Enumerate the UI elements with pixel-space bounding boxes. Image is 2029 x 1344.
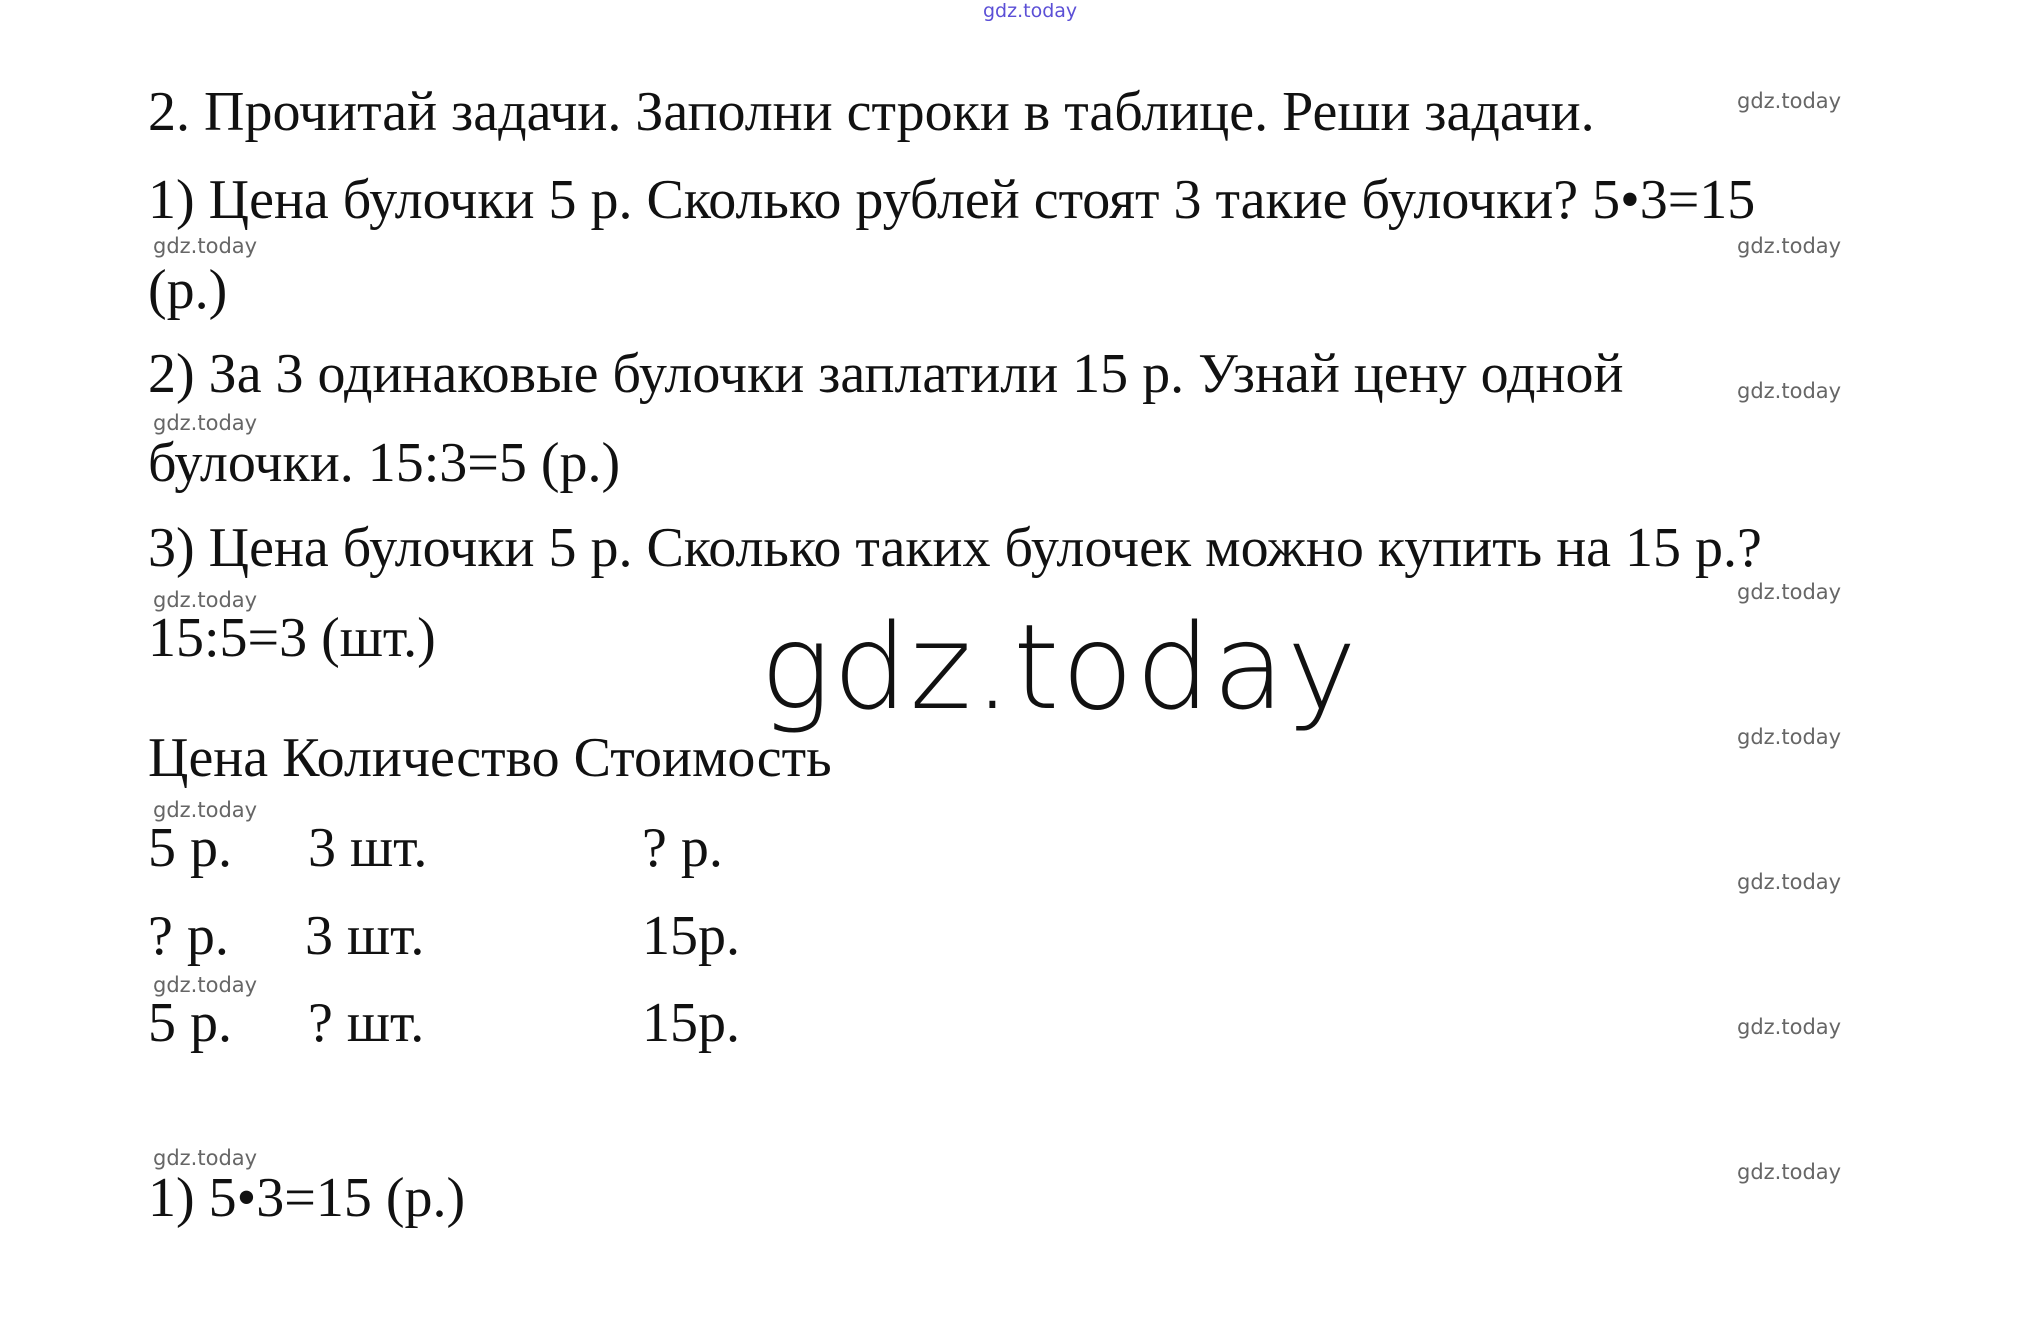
table-cell-quantity: 3 шт. bbox=[308, 817, 428, 879]
problem-3-line-2: 15:5=3 (шт.) bbox=[148, 607, 436, 669]
watermark-small: gdz.today bbox=[1737, 725, 1842, 749]
watermark-small: gdz.today bbox=[1737, 1015, 1842, 1039]
problem-2-line-2: булочки. 15:3=5 (р.) bbox=[148, 432, 621, 494]
solution-line-1: 1) 5•3=15 (р.) bbox=[148, 1167, 466, 1229]
table-cell-quantity: 3 шт. bbox=[305, 905, 425, 967]
watermark-small: gdz.today bbox=[1737, 379, 1842, 403]
problem-1-line-1: 1) Цена булочки 5 р. Сколько рублей стоят 3 такие булочки? 5•3=15 bbox=[148, 169, 1756, 231]
table-cell-quantity: ? шт. bbox=[308, 992, 425, 1054]
task-title: 2. Прочитай задачи. Заполни строки в таблице. Реши задачи. bbox=[148, 81, 1595, 143]
watermark-small: gdz.today bbox=[1737, 1160, 1842, 1184]
watermark-small: gdz.today bbox=[153, 411, 258, 435]
problem-3-line-1: 3) Цена булочки 5 р. Сколько таких булочек можно купить на 15 р.? bbox=[148, 517, 1762, 579]
watermark-top: gdz.today bbox=[983, 0, 1078, 22]
table-cell-price: ? р. bbox=[148, 905, 229, 967]
table-cell-price: 5 р. bbox=[148, 817, 232, 879]
table-cell-cost: ? р. bbox=[642, 817, 723, 879]
watermark-small: gdz.today bbox=[1737, 89, 1842, 113]
table-header: Цена Количество Стоимость bbox=[148, 727, 832, 789]
table-cell-cost: 15р. bbox=[642, 905, 740, 967]
problem-2-line-1: 2) За 3 одинаковые булочки заплатили 15 р. Узнай цену одной bbox=[148, 343, 1624, 405]
watermark-small: gdz.today bbox=[1737, 870, 1842, 894]
watermark-small: gdz.today bbox=[153, 234, 258, 258]
watermark-small: gdz.today bbox=[1737, 580, 1842, 604]
watermark-small: gdz.today bbox=[153, 798, 258, 822]
watermark-large: gdz.today bbox=[760, 598, 1359, 736]
table-cell-cost: 15р. bbox=[642, 992, 740, 1054]
problem-1-line-2: (р.) bbox=[148, 259, 228, 321]
table-cell-price: 5 р. bbox=[148, 992, 232, 1054]
watermark-small: gdz.today bbox=[153, 588, 258, 612]
watermark-small: gdz.today bbox=[1737, 234, 1842, 258]
watermark-small: gdz.today bbox=[153, 973, 258, 997]
watermark-small: gdz.today bbox=[153, 1146, 258, 1170]
